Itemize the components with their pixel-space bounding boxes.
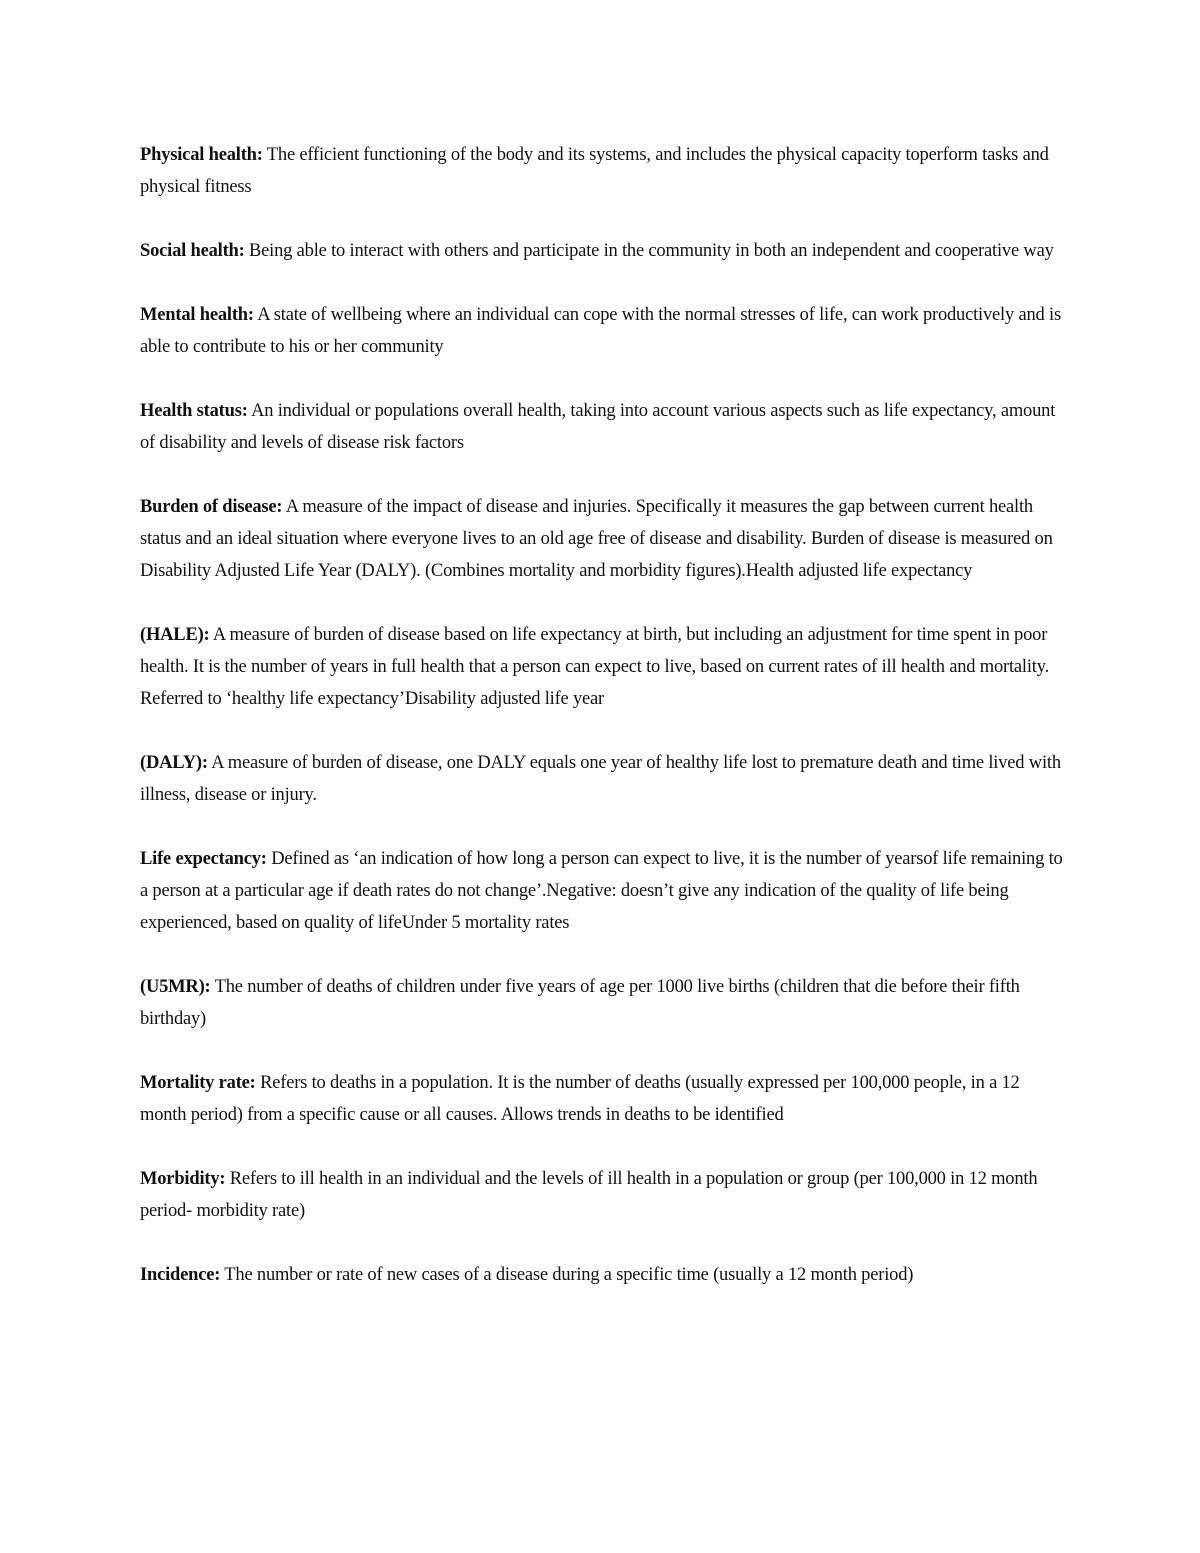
glossary-term: (U5MR): <box>140 977 211 997</box>
glossary-term: Life expectancy: <box>140 849 267 869</box>
glossary-term: Physical health: <box>140 145 263 165</box>
glossary-entry-burden-of-disease <box>140 491 1070 587</box>
glossary-definition: An individual or populations overall health, taking into account various aspects such as life expectancy, amount of disability and levels of disease risk factors <box>140 401 1056 453</box>
glossary-entry-social-health <box>140 235 1070 267</box>
glossary-term: Health status: <box>140 401 248 421</box>
glossary-entry-incidence <box>140 1259 1070 1291</box>
glossary-entry-hale <box>140 619 1070 715</box>
glossary-definition: Defined as ‘an indication of how long a person can expect to live, it is the number of yearsof life remaining to a person at a particular age if death rates do not change’.Negative: doesn’t give any indication of the quality of life being experienced, based on quality of lifeUnder 5 mortality rates <box>140 849 1063 933</box>
glossary-definition: Refers to ill health in an individual and the levels of ill health in a population or group (per 100,000 in 12 month period- morbidity rate) <box>140 1169 1038 1221</box>
glossary-term: Mortality rate: <box>140 1073 256 1093</box>
glossary-entry-mental-health <box>140 299 1070 363</box>
glossary-entry-mortality-rate <box>140 1067 1070 1131</box>
glossary-term: (DALY): <box>140 753 208 773</box>
glossary-entry-physical-health <box>140 139 1070 203</box>
glossary-entry-daly <box>140 747 1070 811</box>
glossary-definition: The number or rate of new cases of a disease during a specific time (usually a 12 month period) <box>220 1265 914 1285</box>
glossary-term: Burden of disease: <box>140 497 283 517</box>
glossary-term: Mental health: <box>140 305 254 325</box>
glossary-definition: A measure of the impact of disease and injuries. Specifically it measures the gap between current health status and an ideal situation where everyone lives to an old age free of disease and disability. Burden of disease is measured on Disability Adjusted Life Year (DALY). (Combines mortality and morbidity figures).Health adjusted life expectancy <box>140 497 1053 581</box>
glossary-definition: A measure of burden of disease, one DALY equals one year of healthy life lost to premature death and time lived with illness, disease or injury. <box>140 753 1061 805</box>
glossary-definition: A measure of burden of disease based on life expectancy at birth, but including an adjustment for time spent in poor health. It is the number of years in full health that a person can expect to live, based on current rates of ill health and mortality. Referred to ‘healthy life expectancy’Disability adjusted life year <box>140 625 1050 709</box>
glossary-definition: The efficient functioning of the body and its systems, and includes the physical capacity toperform tasks and physical fitness <box>140 145 1049 197</box>
glossary-entry-u5mr <box>140 971 1070 1035</box>
glossary-entry-morbidity <box>140 1163 1070 1227</box>
glossary-term: Morbidity: <box>140 1169 226 1189</box>
glossary-definition: Being able to interact with others and participate in the community in both an independent and cooperative way <box>244 241 1054 261</box>
glossary-definition: The number of deaths of children under five years of age per 1000 live births (children that die before their fifth birthday) <box>140 977 1020 1029</box>
glossary-term: (HALE): <box>140 625 210 645</box>
glossary-definition: Refers to deaths in a population. It is the number of deaths (usually expressed per 100,000 people, in a 12 month period) from a specific cause or all causes. Allows trends in deaths to be identified <box>140 1073 1020 1125</box>
glossary-entry-health-status <box>140 395 1070 459</box>
glossary-definition: A state of wellbeing where an individual can cope with the normal stresses of life, can work productively and is able to contribute to his or her community <box>140 305 1061 357</box>
glossary-content <box>140 139 1070 1323</box>
glossary-entry-life-expectancy <box>140 843 1070 939</box>
glossary-term: Social health: <box>140 241 245 261</box>
glossary-term: Incidence: <box>140 1265 221 1285</box>
